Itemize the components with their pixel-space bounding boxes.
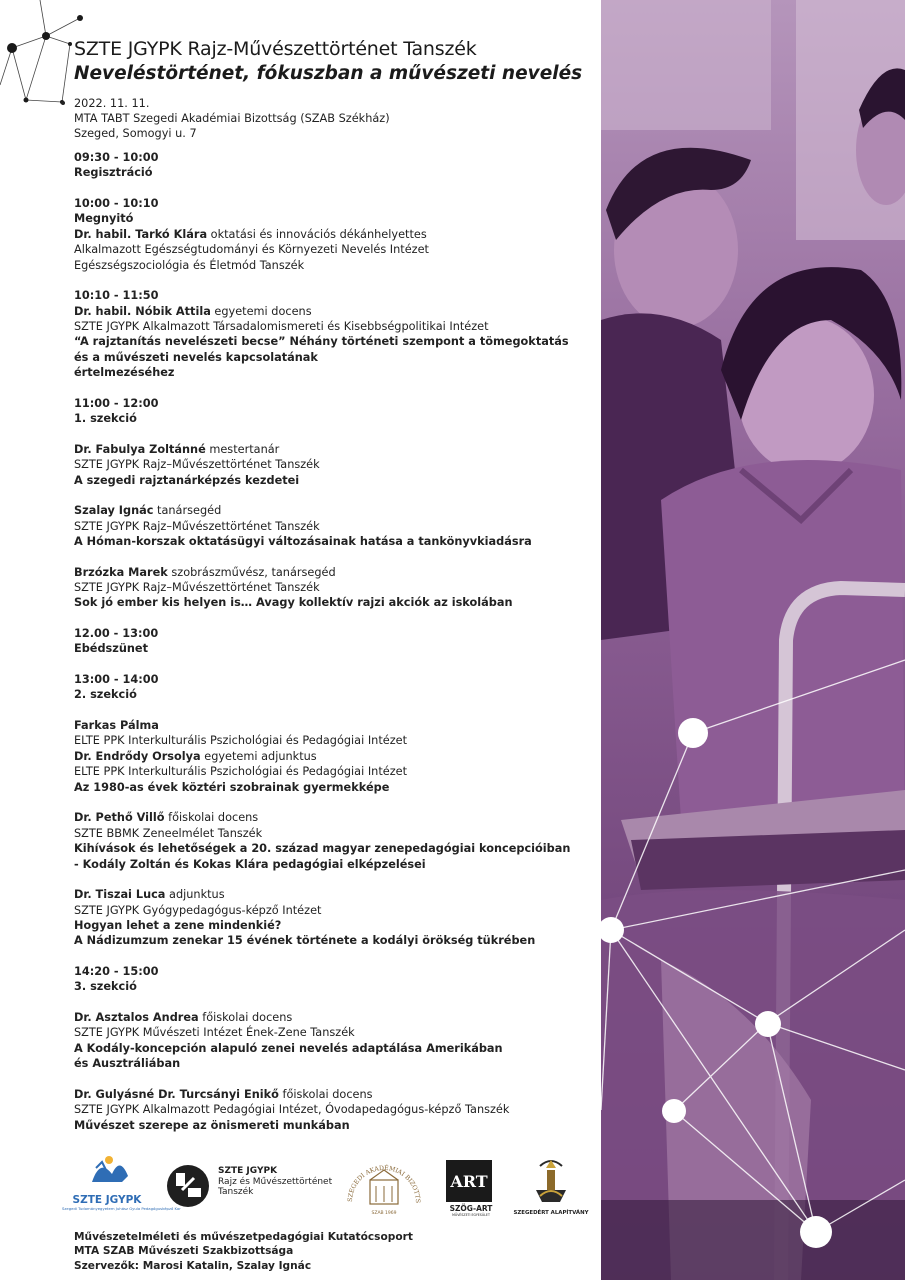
event-address: Szeged, Somogyi u. 7 (74, 127, 197, 140)
speaker-role: szobrászművész, tanársegéd (167, 565, 336, 579)
szogart-mark-text: ART (450, 1171, 488, 1191)
szab-logo (342, 1158, 426, 1218)
speaker-role: főiskolai docens (164, 811, 259, 825)
speaker-role: egyetemi docens (210, 304, 312, 318)
program-block (74, 442, 594, 488)
program-line (74, 304, 594, 319)
program-line: ELTE PPK Interkulturális Pszichológiai és Pedagógiai Intézet (74, 734, 408, 748)
program-line (74, 503, 594, 518)
program-line: és a művészeti nevelés kapcsolatának (74, 350, 318, 364)
program-line: Sok jó ember kis helyen is… Avagy kollektív rajzi akciók az iskolában (74, 596, 513, 610)
jgypk-emblem-icon (62, 1152, 152, 1186)
program-line: A szegedi rajztanárképzés kezdetei (74, 473, 300, 487)
szab-arc-text: SZEGEDI AKADÉMIAI BIZOTTS (346, 1164, 422, 1204)
program-line (74, 810, 594, 825)
department-title: SZTE JGYPK Rajz-Művészettörténet Tanszék (74, 38, 477, 60)
program-line: 12.00 - 13:00 (74, 627, 159, 641)
program-block (74, 150, 594, 181)
speaker-role: oktatási és innovációs dékánhelyettes (207, 227, 427, 241)
program-block (74, 964, 594, 995)
program-line: 10:00 - 10:10 (74, 197, 159, 210)
szogart-sub: MŰVÉSZETI EGYESÜLET (452, 1213, 490, 1217)
program-line: értelmezéséhez (74, 366, 175, 380)
program-line: Regisztráció (74, 166, 153, 180)
program-block (74, 672, 594, 703)
program-line (74, 227, 594, 242)
speaker-name: Dr. Gulyásné Dr. Turcsányi Enikő (74, 1087, 279, 1101)
program-block (74, 887, 594, 949)
program-list (74, 150, 594, 1148)
program-line: SZTE JGYPK Alkalmazott Pedagógiai Intézet, Óvodapedagógus-képző Tanszék (74, 1103, 510, 1117)
program-line: - Kodály Zoltán és Kokas Klára pedagógiai elképzelései (74, 857, 426, 871)
footer-line-3: Szervezők: Marosi Katalin, Szalay Ignác (74, 1259, 312, 1272)
photo-panel (601, 0, 905, 1280)
program-block (74, 565, 594, 611)
program-block (74, 1010, 594, 1072)
svg-text:SZEGEDI AKADÉMIAI BIZOTTSÁG (342, 1158, 421, 1203)
program-line: 1. szekció (74, 412, 137, 426)
program-block (74, 503, 594, 549)
szogart-mark (446, 1160, 492, 1202)
program-line: Egészségszociológia és Életmód Tanszék (74, 258, 305, 272)
network-node (662, 1099, 686, 1123)
speaker-name: Dr. Fabulya Zoltánné (74, 442, 206, 456)
program-line: Ebédszünet (74, 642, 148, 656)
speaker-name: Dr. Pethő Villő (74, 811, 165, 825)
program-line: A Nádizumzum zenekar 15 évének története a kodályi örökség tükrében (74, 934, 536, 948)
program-line: SZTE JGYPK Gyógypedagógus-képző Intézet (74, 903, 322, 917)
program-line: 3. szekció (74, 980, 137, 994)
program-line: “A rajztanítás nevelészeti becse” Néhány történeti szempont a tömegoktatás (74, 335, 569, 349)
szogart-name: SZÖG-ART (449, 1204, 493, 1213)
jgypk-logo (62, 1152, 181, 1212)
program-block (74, 718, 594, 795)
rajz-logo-line2: Rajz és Művészettörténet (218, 1176, 333, 1187)
speaker-name: Dr. habil. Nóbik Attila (74, 304, 211, 318)
rajz-tanszek-logo (166, 1164, 333, 1208)
program-line: SZTE JGYPK Rajz–Művészettörténet Tanszék (74, 581, 320, 595)
program-line: ELTE PPK Interkulturális Pszichológiai és Pedagógiai Intézet (74, 765, 408, 779)
szegedert-emblem-icon (510, 1156, 592, 1206)
program-block (74, 288, 594, 380)
speaker-name: Dr. Asztalos Andrea (74, 1010, 199, 1024)
rajz-logo-line3: Tanszék (218, 1187, 254, 1197)
network-node (678, 718, 708, 748)
speaker-name: Szalay Ignác (74, 504, 154, 518)
program-line (74, 749, 594, 764)
rajz-emblem-icon (166, 1164, 212, 1210)
program-line: SZTE JGYPK Alkalmazott Társadalomismereti és Kisebbségpolitikai Intézet (74, 320, 489, 334)
program-line (74, 1087, 594, 1102)
program-line: Az 1980-as évek köztéri szobrainak gyermekképe (74, 780, 390, 794)
footer-line-2: MTA SZAB Művészeti Szakbizottsága (74, 1245, 294, 1258)
event-title: Neveléstörténet, fókuszban a művészeti nevelés (74, 63, 583, 84)
program-line (74, 442, 594, 457)
program-line: és Ausztráliában (74, 1057, 181, 1071)
szegedert-logo (510, 1156, 592, 1220)
speaker-role: egyetemi adjunktus (200, 749, 317, 763)
szab-emblem-icon (342, 1158, 426, 1218)
program-line: Alkalmazott Egészségtudományi és Környezeti Nevelés Intézet (74, 243, 429, 257)
program-line: 14:20 - 15:00 (74, 964, 159, 978)
program-line: A Kodály-koncepción alapuló zenei nevelés adaptálása Amerikában (74, 1041, 503, 1055)
program-line: 09:30 - 10:00 (74, 151, 159, 164)
program-block (74, 1087, 594, 1133)
program-block (74, 396, 594, 427)
network-node (755, 1011, 781, 1037)
program-line (74, 565, 594, 580)
program-line: 13:00 - 14:00 (74, 673, 159, 687)
speaker-name: Dr. habil. Tarkó Klára (74, 227, 208, 241)
speaker-name: Dr. Endrődy Orsolya (74, 749, 201, 763)
network-node (598, 917, 624, 943)
program-line: 2. szekció (74, 688, 137, 702)
szegedert-name: SZEGEDÉRT ALAPÍTVÁNY (513, 1210, 589, 1216)
program-block (74, 810, 594, 872)
program-line: Farkas Pálma (74, 719, 159, 733)
program-line: Megnyitó (74, 212, 134, 226)
organizers-footer (74, 1230, 413, 1273)
speaker-name: Dr. Tiszai Luca (74, 888, 166, 902)
program-line: Művészet szerepe az önismereti munkában (74, 1118, 350, 1132)
program-line: SZTE JGYPK Rajz–Művészettörténet Tanszék (74, 458, 320, 472)
program-line: SZTE JGYPK Rajz–Művészettörténet Tanszék (74, 519, 320, 533)
program-line: SZTE JGYPK Művészeti Intézet Ének-Zene Tanszék (74, 1026, 355, 1040)
speaker-role: adjunktus (165, 888, 225, 902)
program-line: 11:00 - 12:00 (74, 396, 159, 410)
program-line: Kihívások és lehetőségek a 20. század magyar zenepedagógiai koncepcióiban (74, 842, 571, 856)
speaker-role: tanársegéd (153, 504, 222, 518)
program-line: Hogyan lehet a zene mindenkié? (74, 918, 282, 932)
footer-line-1: Művészetelméleti és művészetpedagógiai Kutatócsoport (74, 1231, 413, 1243)
event-place: MTA TABT Szegedi Akadémiai Bizottság (SZAB Székház) (74, 112, 390, 125)
network-node (800, 1216, 832, 1248)
speaker-role: mestertanár (205, 442, 280, 456)
photo-illustration (601, 0, 905, 1280)
jgypk-logo-name: SZTE JGYPK (72, 1194, 142, 1206)
rajz-logo-line1: SZTE JGYPK (218, 1166, 278, 1176)
venue-info (74, 96, 390, 141)
program-line: 10:10 - 11:50 (74, 289, 159, 303)
program-block (74, 626, 594, 657)
program-line: A Hóman-korszak oktatásügyi változásainak hatása a tankönyvkiadásra (74, 535, 532, 549)
speaker-name: Brzózka Marek (74, 565, 168, 579)
program-line: SZTE BBMK Zeneelmélet Tanszék (74, 826, 263, 840)
szogart-logo (446, 1160, 496, 1220)
szab-year: SZAB 1969 (371, 1211, 397, 1216)
speaker-role: főiskolai docens (198, 1010, 293, 1024)
speaker-role: főiskolai docens (278, 1087, 373, 1101)
program-line (74, 1010, 594, 1025)
sponsor-logos (62, 1152, 602, 1222)
jgypk-logo-sub: Szegedi Tudományegyetem Juhász Gyula Pedagógusképző Kar (62, 1206, 181, 1211)
event-date: 2022. 11. 11. (74, 97, 150, 110)
bullet-dot (61, 101, 65, 105)
program-line (74, 887, 594, 902)
program-block (74, 196, 594, 273)
